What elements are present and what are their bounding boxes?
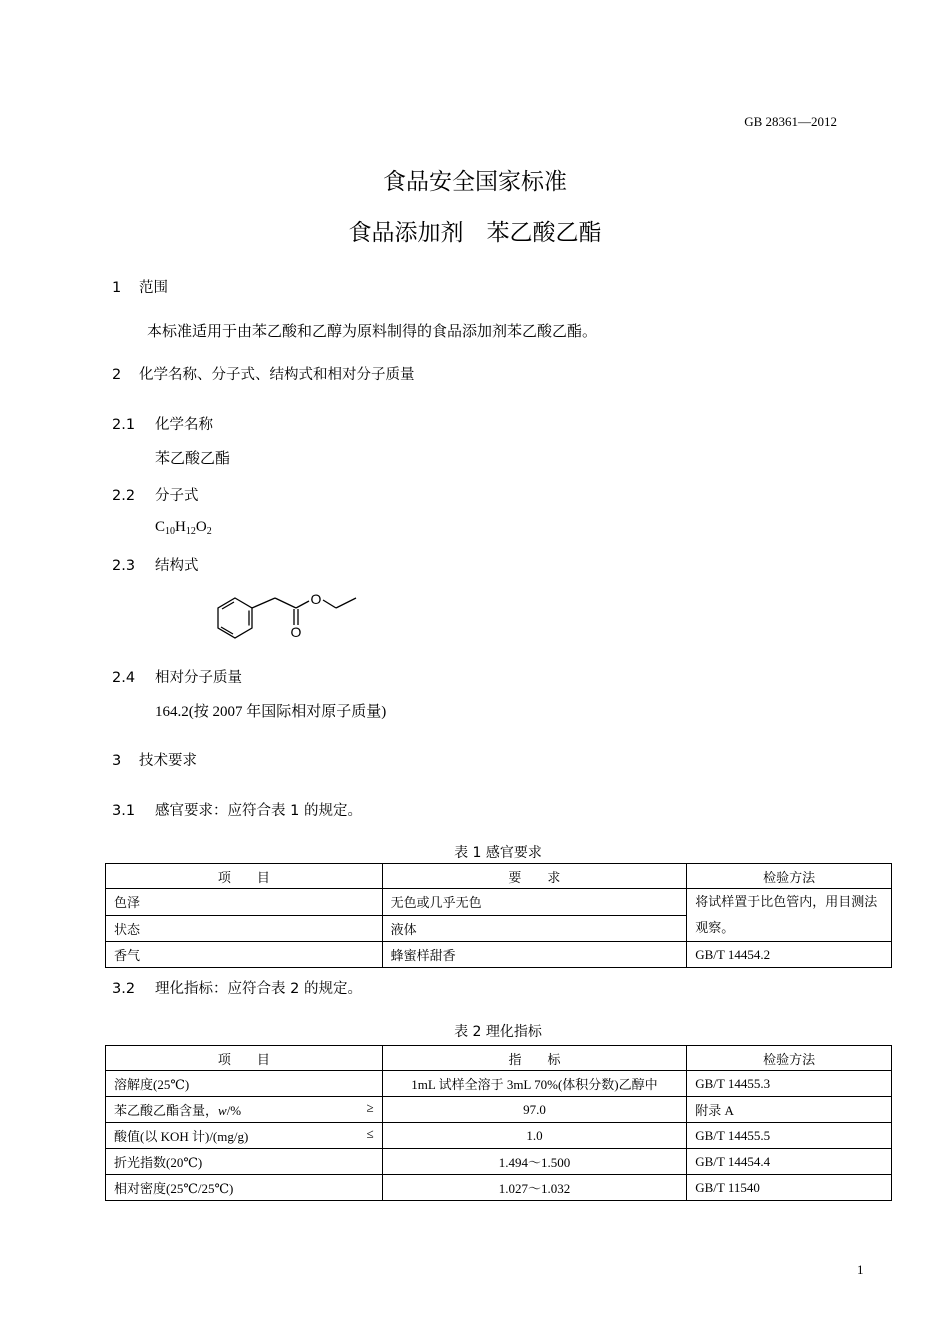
section-title: 结构式 xyxy=(155,558,199,574)
bond xyxy=(296,601,309,608)
section-number: 2.4 xyxy=(112,670,136,686)
oxygen-atom: O xyxy=(290,624,302,640)
table-row xyxy=(106,1175,892,1201)
section-title: 理化指标：应符合表 2 的规定。 xyxy=(155,981,362,997)
method-cell: GB/T 14454.2 xyxy=(687,942,892,968)
formula-count: 10 xyxy=(165,526,176,537)
table-1 xyxy=(105,863,892,968)
section-title: 化学名称、分子式、结构式和相对分子质量 xyxy=(139,367,415,383)
section-1-heading xyxy=(112,276,168,297)
page-number: 1 xyxy=(857,1262,864,1277)
value-cell: 1.494～1.500 xyxy=(382,1149,687,1175)
section-2-3-heading xyxy=(112,554,199,575)
item-cell xyxy=(106,1175,383,1201)
item-cell: 状态 xyxy=(106,915,383,942)
table-row xyxy=(106,1097,892,1123)
method-cell: GB/T 14455.3 xyxy=(687,1071,892,1097)
section-2-2-heading xyxy=(112,484,199,505)
section-number: 2 xyxy=(112,367,122,383)
section-1-text: 本标准适用于由苯乙酸和乙醇为原料制得的食品添加剂苯乙酸乙酯。 xyxy=(147,324,598,340)
item-cell xyxy=(106,1071,383,1097)
section-number: 3 xyxy=(112,753,122,769)
section-title: 相对分子质量 xyxy=(155,670,242,686)
column-header: 项 目 xyxy=(106,1046,383,1071)
item-cell xyxy=(106,1097,383,1123)
item-cell: 色泽 xyxy=(106,889,383,916)
method-cell: GB/T 14454.4 xyxy=(687,1149,892,1175)
section-number: 2.1 xyxy=(112,417,136,433)
column-header: 检验方法 xyxy=(687,1046,892,1071)
column-header: 检验方法 xyxy=(687,864,892,889)
method-cell: 将试样置于比色管内，用目测法观察。 xyxy=(687,889,892,942)
section-2-heading xyxy=(112,363,415,384)
table-2 xyxy=(105,1045,892,1201)
formula-element: C xyxy=(155,519,166,535)
chemical-name: 苯乙酸乙酯 xyxy=(155,451,231,467)
value-cell: 1.0 xyxy=(382,1123,687,1149)
item-unit: /% xyxy=(226,1103,242,1118)
method-cell: GB/T 11540 xyxy=(687,1175,892,1201)
section-title: 范围 xyxy=(139,280,168,296)
ring-double-bond xyxy=(222,602,234,609)
section-title: 技术要求 xyxy=(139,753,197,769)
section-title: 化学名称 xyxy=(155,417,213,433)
item-variable: w xyxy=(218,1103,227,1118)
section-2-1-heading xyxy=(112,413,213,434)
item-label: 苯乙酸乙酯含量， xyxy=(114,1103,219,1118)
section-3-heading xyxy=(112,749,197,770)
section-number: 3.2 xyxy=(112,981,136,997)
column-header: 项 目 xyxy=(106,864,383,889)
bond xyxy=(336,598,356,608)
table-row xyxy=(106,889,892,916)
section-number: 2.2 xyxy=(112,488,136,504)
bond xyxy=(323,600,336,608)
standard-number: GB 28361—2012 xyxy=(744,114,837,129)
item-label: 溶解度(25℃) xyxy=(114,1077,190,1092)
bond xyxy=(252,598,275,608)
column-header: 指 标 xyxy=(382,1046,687,1071)
section-3-1-heading xyxy=(112,799,362,820)
section-number: 3.1 xyxy=(112,803,136,819)
item-label: 折光指数(20℃) xyxy=(114,1155,203,1170)
section-number: 2.3 xyxy=(112,558,136,574)
bond xyxy=(275,598,296,608)
requirement-cell: 无色或几乎无色 xyxy=(382,889,687,916)
comparison-symbol: ≤ xyxy=(366,1126,374,1141)
value-cell: 1.027～1.032 xyxy=(382,1175,687,1201)
value-cell: 1mL 试样全溶于 3mL 70%(体积分数)乙醇中 xyxy=(382,1071,687,1097)
method-cell: 附录 A xyxy=(687,1097,892,1123)
item-label: 相对密度(25℃/25℃) xyxy=(114,1181,234,1196)
document-subtitle: 食品添加剂 苯乙酸乙酯 xyxy=(348,220,602,246)
molecular-mass: 164.2(按 2007 年国际相对原子质量) xyxy=(155,704,387,720)
requirement-cell: 液体 xyxy=(382,915,687,942)
formula-count: 2 xyxy=(206,526,212,537)
item-label: 酸值(以 KOH 计)/(mg/g) xyxy=(114,1129,249,1144)
document-title: 食品安全国家标准 xyxy=(383,169,567,195)
comparison-symbol: ≥ xyxy=(366,1100,374,1115)
section-title: 感官要求：应符合表 1 的规定。 xyxy=(155,803,362,819)
table-2-caption: 表 2 理化指标 xyxy=(454,1024,542,1040)
table-row xyxy=(106,942,892,968)
requirement-cell: 蜂蜜样甜香 xyxy=(382,942,687,968)
item-cell: 香气 xyxy=(106,942,383,968)
section-3-2-heading xyxy=(112,977,362,998)
table-row xyxy=(106,1123,892,1149)
formula-count: 12 xyxy=(185,526,196,537)
benzene-ring xyxy=(218,598,252,638)
section-2-4-heading xyxy=(112,666,242,687)
section-title: 分子式 xyxy=(155,488,199,504)
item-cell xyxy=(106,1123,383,1149)
table-row xyxy=(106,1149,892,1175)
formula-element: H xyxy=(175,519,186,535)
method-cell: GB/T 14455.5 xyxy=(687,1123,892,1149)
table-header-row xyxy=(106,864,892,889)
formula-element: O xyxy=(195,519,207,535)
oxygen-atom: O xyxy=(310,591,322,607)
table-header-row xyxy=(106,1046,892,1071)
table-1-caption: 表 1 感官要求 xyxy=(454,845,542,861)
molecular-formula xyxy=(155,519,212,537)
structural-formula xyxy=(205,585,375,645)
value-cell: 97.0 xyxy=(382,1097,687,1123)
column-header: 要 求 xyxy=(382,864,687,889)
section-number: 1 xyxy=(112,280,122,296)
table-row xyxy=(106,1071,892,1097)
item-cell xyxy=(106,1149,383,1175)
